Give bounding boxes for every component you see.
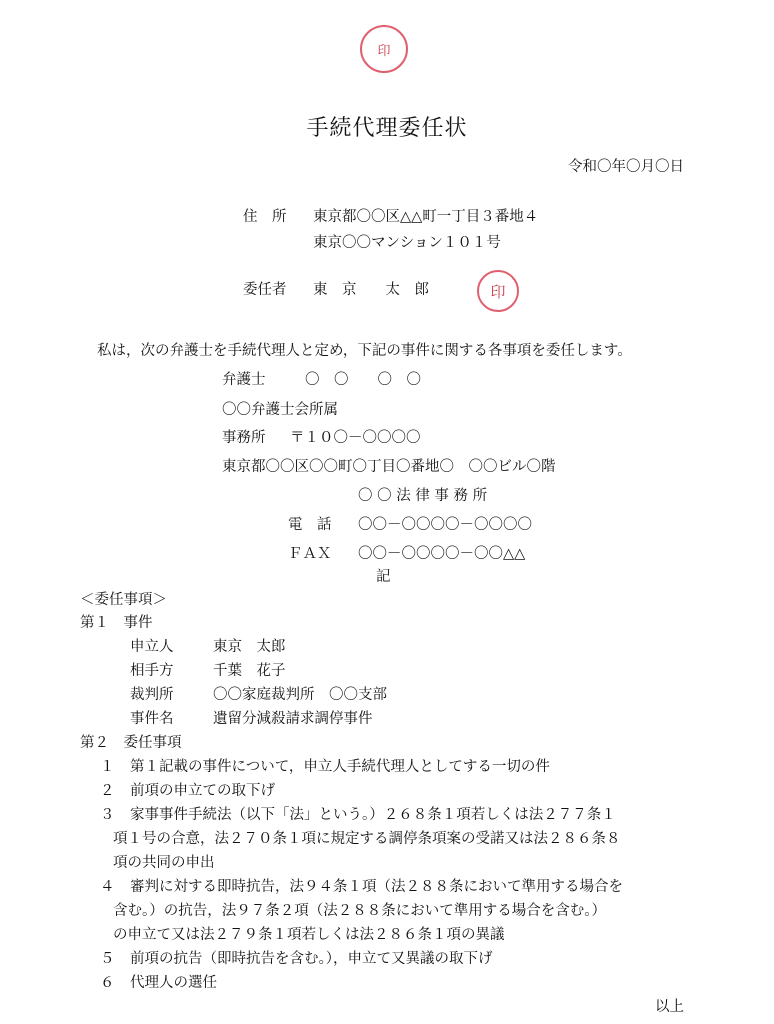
office-address: 東京都〇〇区〇〇町〇丁目〇番地〇 〇〇ビル〇階	[222, 459, 556, 475]
item-number: ４	[100, 879, 115, 895]
item-line: の申立て又は法２７９条１項若しくは法２８６条１項の異議	[113, 927, 505, 943]
office-postal-code: 〒１０〇－〇〇〇〇	[290, 430, 421, 446]
item-number: ５	[100, 951, 115, 967]
address-line-1: 東京都〇〇区△△町一丁目３番地４	[313, 209, 539, 225]
attorney-title-label: 弁護士	[222, 372, 266, 388]
item-number: ６	[100, 975, 115, 991]
principal-seal	[477, 270, 519, 312]
principal-seal-text: 印	[490, 282, 506, 301]
principal-name: 東 京 太 郎	[313, 282, 429, 298]
section-2-heading: 第２ 委任事項	[80, 735, 182, 751]
case-row-label: 事件名	[130, 711, 174, 727]
attorney-bar-association: 〇〇弁護士会所属	[222, 402, 338, 418]
case-row-value: 千葉 花子	[213, 663, 286, 679]
document-title: 手続代理委任状	[306, 116, 468, 141]
address-label: 住 所	[243, 209, 287, 225]
law-firm-name: 〇 〇 法 律 事 務 所	[358, 488, 488, 504]
address-line-2: 東京〇〇マンション１０１号	[313, 235, 501, 251]
principal-name-label: 委任者	[243, 282, 287, 298]
tel-label: 電 話	[288, 517, 332, 533]
case-row-value: 〇〇家庭裁判所 〇〇支部	[213, 687, 387, 703]
item-line: 審判に対する即時抗告，法９４条１項（法２８８条において準用する場合を	[130, 879, 623, 895]
attorney-name: 〇 〇 〇 〇	[305, 372, 421, 388]
item-line: 代理人の選任	[130, 975, 217, 991]
case-row-value: 遺留分減殺請求調停事件	[213, 711, 373, 727]
case-row-label: 裁判所	[130, 687, 174, 703]
closing-text: 以上	[655, 999, 684, 1015]
item-line: 家事事件手続法（以下「法」という。）２６８条１項若しくは法２７７条１	[130, 807, 616, 823]
matters-heading: ＜委任事項＞	[80, 592, 167, 608]
top-seal-text: 印	[377, 43, 391, 59]
item-line: 前項の抗告（即時抗告を含む。），申立て又異議の取下げ	[130, 951, 493, 967]
case-row-value: 東京 太郎	[213, 639, 286, 655]
top-seal	[360, 25, 408, 73]
item-number: ３	[100, 807, 115, 823]
section-1-heading: 第１ 事件	[80, 615, 153, 631]
intro-text: 私は，次の弁護士を手続代理人と定め，下記の事件に関する各事項を委任します。	[97, 343, 632, 359]
case-row-label: 申立人	[130, 639, 174, 655]
item-number: １	[100, 759, 115, 775]
document-date: 令和〇年〇月〇日	[568, 159, 684, 175]
item-line: 項の共同の申出	[113, 855, 215, 871]
fax-label: ＦＡＸ	[288, 546, 332, 562]
item-line: 含む。）の抗告，法９７条２項（法２８８条において準用する場合を含む。）	[113, 903, 606, 919]
office-label: 事務所	[222, 430, 266, 446]
item-line: 前項の申立ての取下げ	[130, 783, 275, 799]
tel-number: 〇〇－〇〇〇〇－〇〇〇〇	[358, 517, 532, 533]
item-number: ２	[100, 783, 115, 799]
item-line: 項１号の合意，法２７０条１項に規定する調停条項案の受諾又は法２８６条８	[113, 831, 621, 847]
fax-number: 〇〇－〇〇〇〇－〇〇△△	[358, 546, 526, 562]
case-row-label: 相手方	[130, 663, 174, 679]
ki-mark: 記	[376, 569, 391, 585]
item-line: 第１記載の事件について，申立人手続代理人としてする一切の件	[130, 759, 550, 775]
